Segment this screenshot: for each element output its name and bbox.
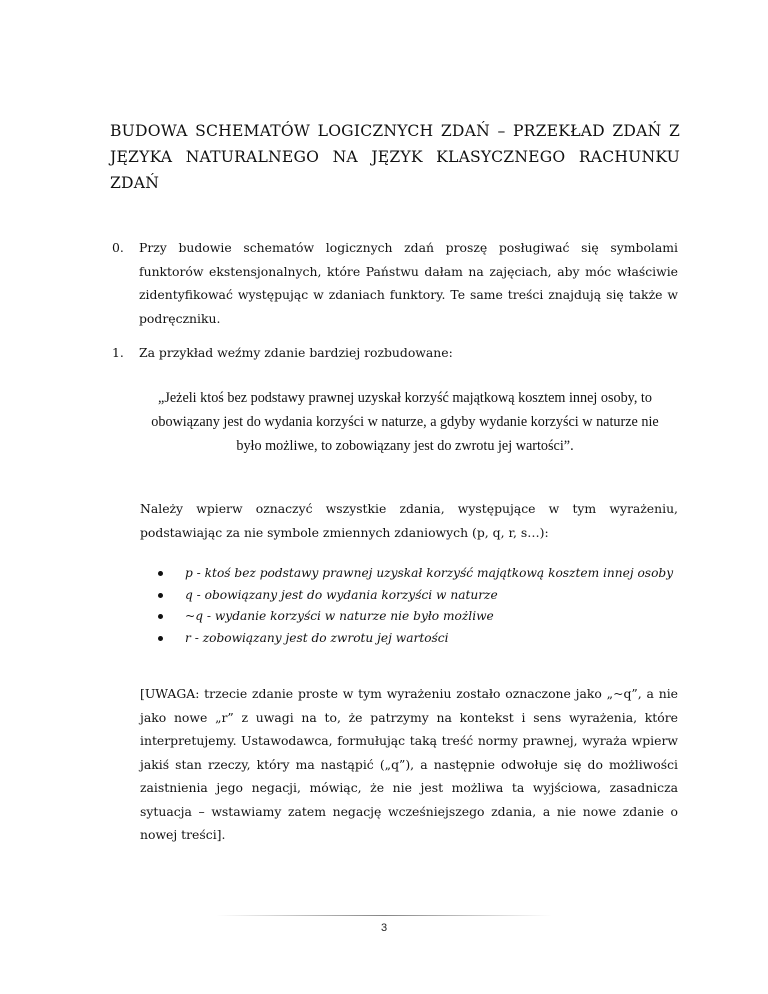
list-item: [158, 606, 678, 628]
bullet-text: q - obowiązany jest do wydania korzyści w naturze: [185, 587, 498, 602]
variable-list: [158, 563, 678, 649]
list-item-0: [112, 236, 678, 330]
note-paragraph: [UWAGA: trzecie zdanie proste w tym wyrażeniu zostało oznaczone jako „~q”, a nie jako nowe „r” z uwagi na to, że patrzymy na kontekst i sens wyrażenia, które interpretujemy. Ustawodawca, formułując taką treść normy prawnej, wyraża wpierw jakiś stan rzeczy, który ma nastąpić („q”), a następnie odwołuje się do możliwości zaistnienia jego negacji, mówiąc, że nie jest możliwa ta wyjściowa, zasadnicza sytuacja – wstawiamy zatem negację wcześniejszego zdania, a nie nowe zdanie o nowej treści].: [140, 686, 678, 842]
list-item-text: Za przykład weźmy zdanie bardziej rozbudowane:: [139, 345, 453, 360]
bullet-text: p - ktoś bez podstawy prawnej uzyskał korzyść majątkową kosztem innej osoby: [185, 566, 674, 580]
quoted-sentence: „Jeżeli ktoś bez podstawy prawnej uzyskał korzyść majątkową kosztem innej osoby, to obowiązany jest do wydania korzyści w naturze, a gdyby wydanie korzyści w naturze nie było możliwe, to zobowiązany jest do zwrotu jej wartości”.: [151, 390, 659, 454]
bullet-icon: [158, 593, 163, 598]
bullet-text: ~q - wydanie korzyści w naturze nie było możliwe: [185, 609, 494, 623]
list-item: [158, 585, 678, 607]
intro-paragraph: Należy wpierw oznaczyć wszystkie zdania, występujące w tym wyrażeniu, podstawiając za nie symbole zmiennych zdaniowych (p, q, r, s…):: [140, 501, 678, 540]
page-number: 3: [380, 922, 388, 934]
list-item-text: Przy budowie schematów logicznych zdań proszę posługiwać się symbolami funktorów ekstensjonalnych, które Państwu dałam na zajęciach, aby móc właściwie zidentyfikować występując w zdaniach funktory. Te same treści znajdują się także w podręczniku.: [139, 240, 678, 326]
list-item-number: 1.: [112, 345, 124, 360]
list-item-1: [112, 341, 678, 365]
bullet-icon: [158, 636, 163, 641]
bullet-text: r - zobowiązany jest do zwrotu jej wartości: [185, 630, 449, 645]
list-item: [158, 563, 678, 585]
page-title: BUDOWA SCHEMATÓW LOGICZNYCH ZDAŃ – PRZEKŁAD ZDAŃ Z JĘZYKA NATURALNEGO NA JĘZYK KLASYCZNEGO RACHUNKU ZDAŃ: [110, 122, 680, 192]
footer-divider: [216, 915, 552, 916]
bullet-icon: [158, 571, 163, 576]
bullet-icon: [158, 614, 163, 619]
list-item: [158, 628, 678, 650]
list-item-number: 0.: [112, 240, 124, 255]
